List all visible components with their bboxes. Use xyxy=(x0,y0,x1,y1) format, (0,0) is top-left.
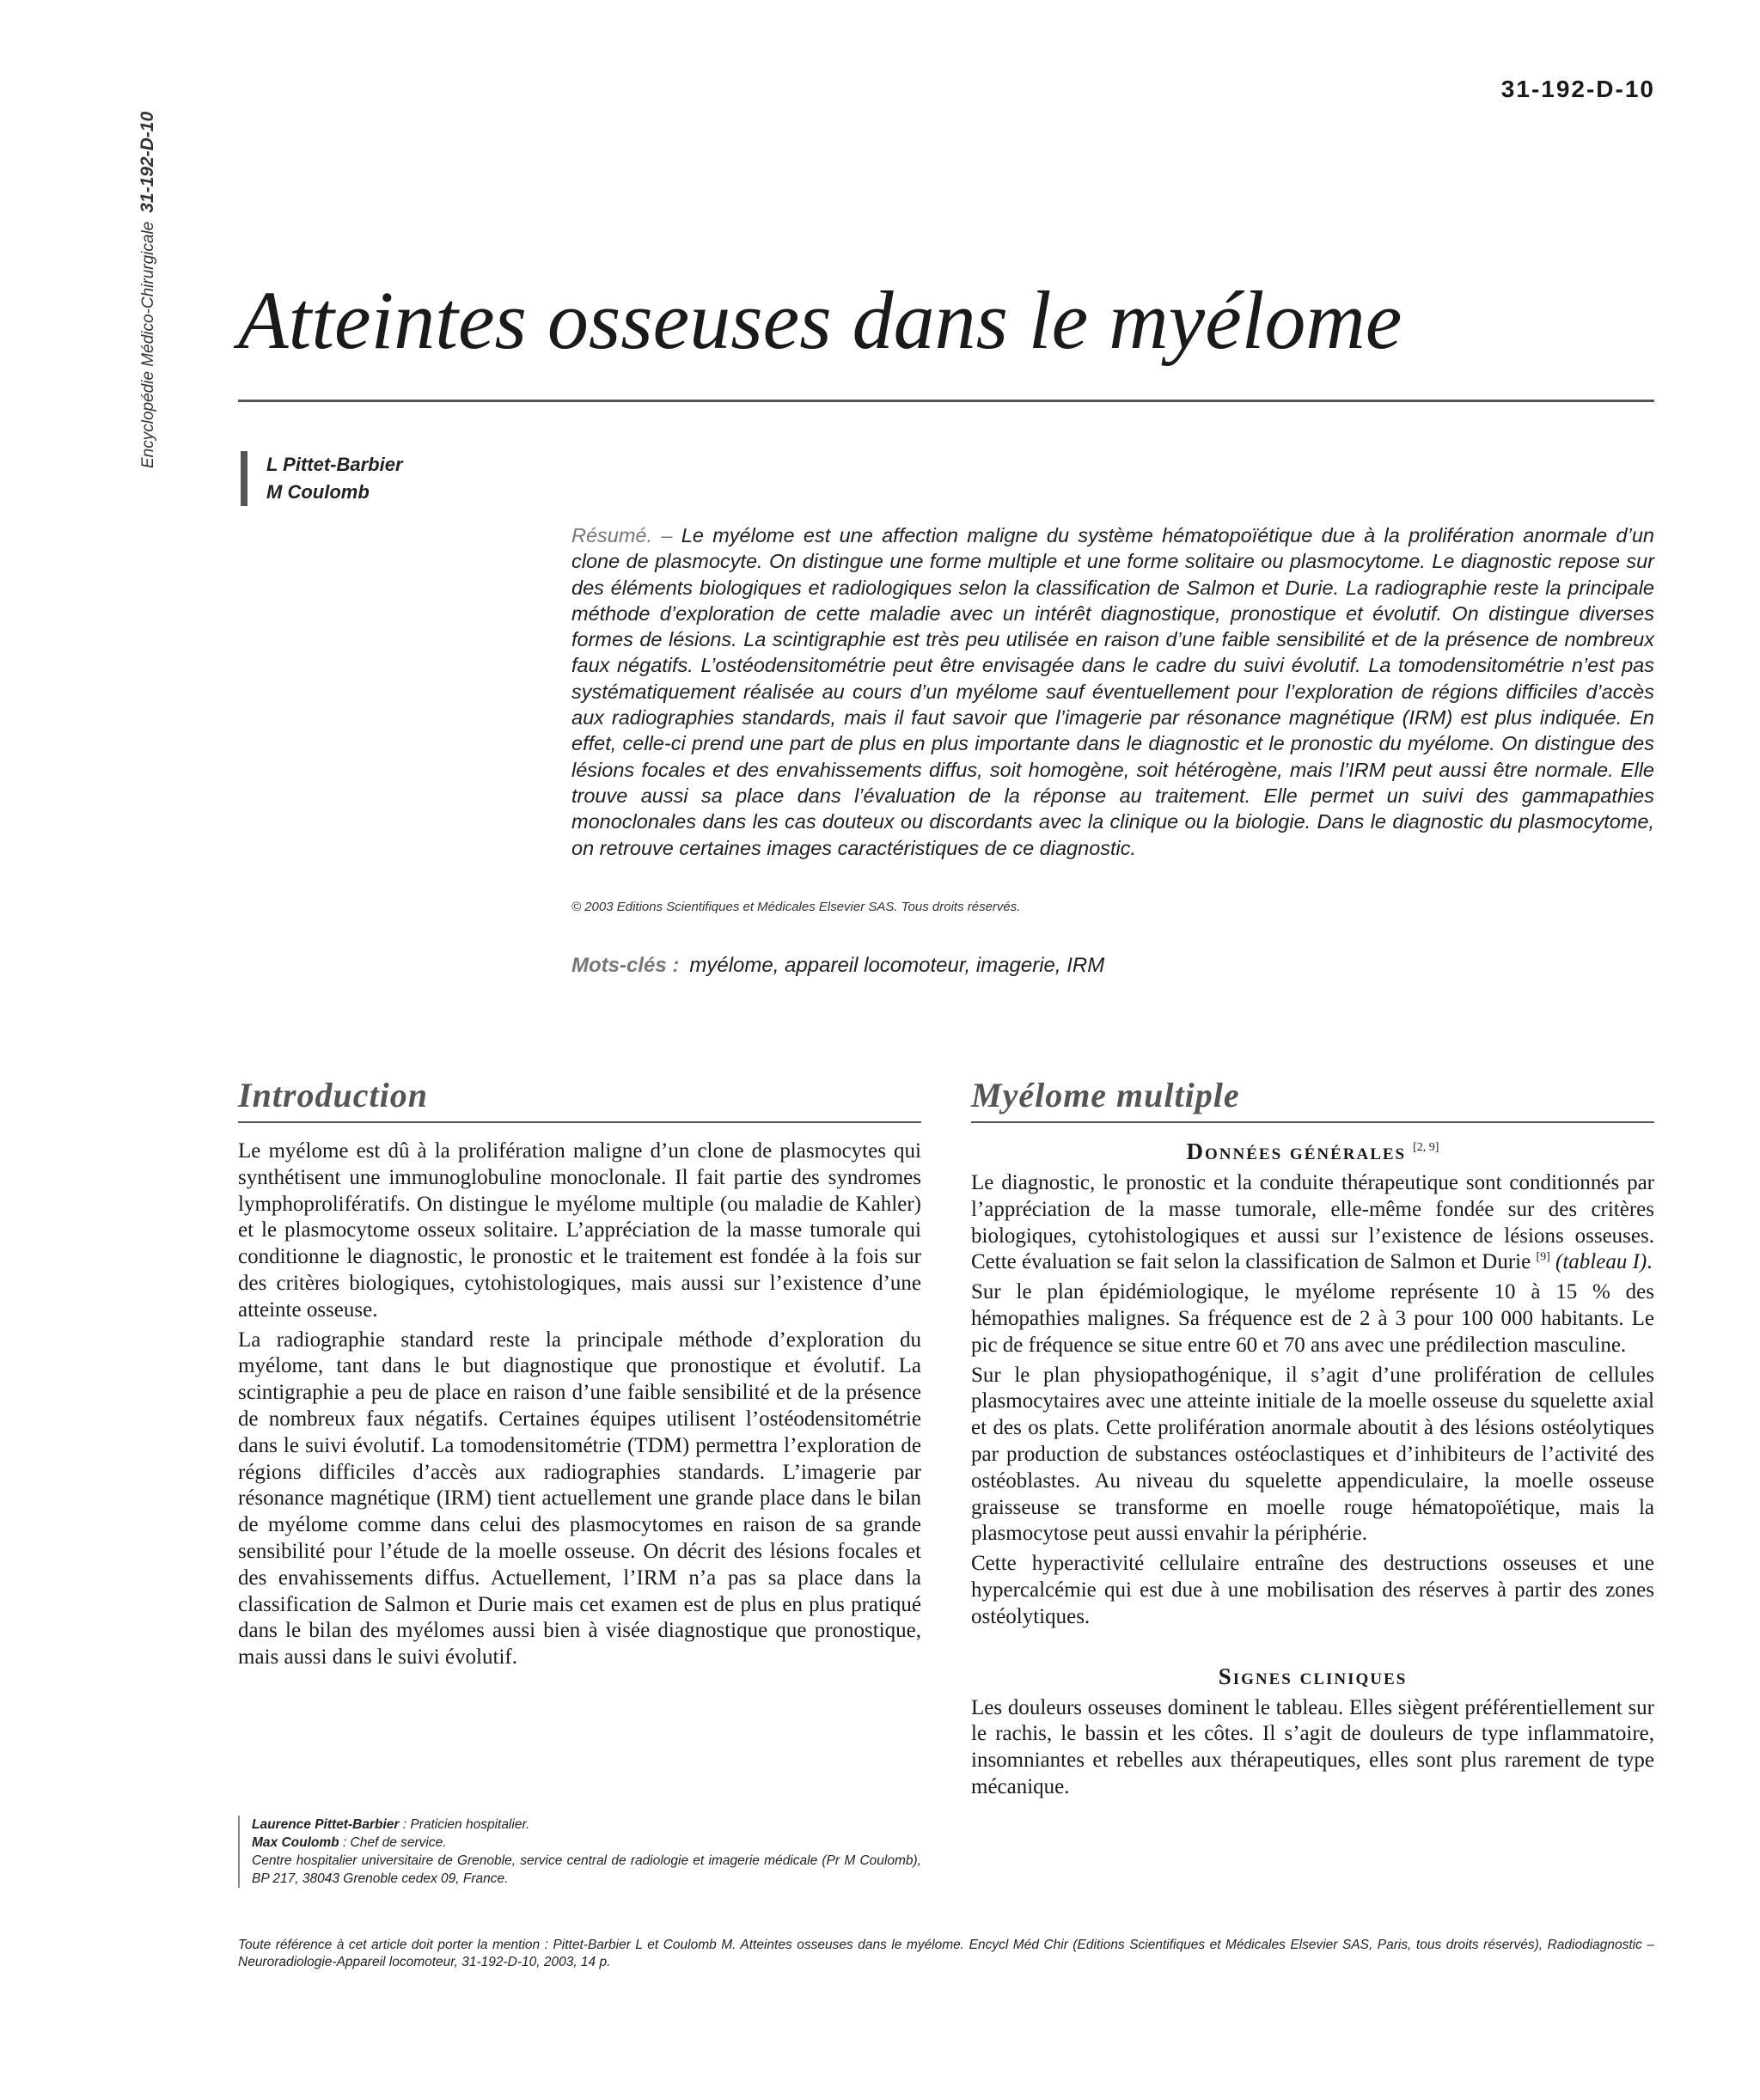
author-list xyxy=(241,451,403,506)
affiliation-line xyxy=(252,1816,921,1834)
keywords xyxy=(571,954,1104,978)
citation-footer: Toute référence à cet article doit porter la mention : Pittet-Barbier L et Coulomb M. Atteintes osseuses dans le myélome. Encycl Méd Chir (Editions Scientifiques et Médicales Elsevier SAS, Paris, tous droits réservés), Radiodiagnostic – Neuroradiologie-Appareil locomoteur, 31-192-D-10, 2003, 14 p. xyxy=(238,1938,1654,1969)
signes-body xyxy=(971,1695,1654,1801)
article-ref-code: 31-192-D-10 xyxy=(1500,76,1655,102)
affiliation-name: Max Coulomb xyxy=(252,1835,339,1850)
subheading-refs: [2, 9] xyxy=(1413,1141,1439,1154)
paragraph: La radiographie standard reste la principale méthode d’exploration du myélome, tant dans le but diagnostique que pronostique et évolutif. La scintigraphie a peu de place en raison d’une faible sensibilité et de la présence de nombreux faux négatifs. Certaines équipes utilisent l’ostéodensitométrie dans le suivi évolutif. La tomodensitométrie (TDM) permettra l’exploration de régions difficiles d’accès aux radiographies standards. L’imagerie par résonance magnétique (IRM) tient actuellement une grande place dans le bilan de myélome comme dans celui des plasmocytomes en raison de sa grande sensibilité pour l’étude de la moelle osseuse. On décrit des lésions focales et des envahissements diffus. Actuellement, l’IRM n’a pas sa place dans la classification de Salmon et Durie mais cet examen est de plus en plus pratiqué dans le bilan des myélomes aussi bien à visée diagnostique que pronostique, mais aussi dans le suivi évolutif. xyxy=(238,1328,921,1670)
affiliation-role: : Praticien hospitalier. xyxy=(399,1817,530,1832)
sidebar-code: 31-192-D-10 xyxy=(138,111,157,213)
sidebar-text xyxy=(138,112,158,468)
title-divider xyxy=(238,400,1654,402)
section-heading-introduction: Introduction xyxy=(238,1077,921,1123)
abstract-text: Le myélome est une affection maligne du système hématopoïétique due à la prolifération anormale d’un clone de plasmocyte. On distingue une forme multiple et une forme solitaire ou plasmocytome. Le diagnostic repose sur des éléments biologiques et radiologiques selon la classification de Salmon et Durie. La radiographie reste la principale méthode d’exploration de cette maladie avec un intérêt diagnostique, pronostique et évolutif. On distingue diverses formes de lésions. La scintigraphie est très peu utilisée en raison d’une faible sensibilité et de la présence de nombreux faux négatifs. L’ostéodensitométrie peut être envisagée dans le cadre du suivi évolutif. La tomodensitométrie n’est pas systématiquement réalisée au cours d’un myélome sauf éventuellement pour l’exploration de régions difficiles d’accès aux radiographies standards, mais il faut savoir que l’imagerie par résonance magnétique (IRM) est plus indiquée. En effet, celle-ci prend une part de plus en plus importante dans le diagnostic et le pronostic du myélome. On distingue des lésions focales et des envahissements diffus, soit homogène, soit hétérogène, mais l’IRM peut aussi être normale. Elle trouve aussi sa place dans l’évaluation de la réponse au traitement. Elle permet un suivi des gammapathies monoclonales dans les cas douteux ou discordants avec la clinique ou la biologie. Dans le diagnostic du plasmocytome, on retrouve certaines images caractéristiques de ce diagnostic. xyxy=(571,524,1654,859)
author-affiliation xyxy=(238,1816,921,1888)
keywords-label: Mots-clés : xyxy=(571,954,680,977)
affiliation-address: Centre hospitalier universitaire de Grenoble, service central de radiologie et imagerie médicale (Pr M Coulomb), BP 217, 38043 Grenoble cedex 09, France. xyxy=(252,1853,921,1886)
paragraph: Les douleurs osseuses dominent le tableau. Elles siègent préférentiellement sur le rachis, le bassin et les côtes. Il s’agit de douleurs de type inflammatoire, insomniantes et rebelles aux thérapeutiques, elles sont plus rarement de type mécanique. xyxy=(971,1695,1654,1798)
keywords-text: myélome, appareil locomoteur, imagerie, IRM xyxy=(689,954,1105,977)
affiliation-line xyxy=(252,1834,921,1852)
abstract xyxy=(571,522,1654,861)
subheading-text: Signes cliniques xyxy=(1218,1663,1408,1689)
article-title: Atteintes osseuses dans le myélome xyxy=(238,274,1402,366)
section-heading-myelome: Myélome multiple xyxy=(971,1077,1654,1123)
paragraph: Sur le plan épidémiologique, le myélome représente 10 à 15 % des hémopathies malignes. Sa fréquence est de 2 à 3 pour 100 000 habitants. Le pic de fréquence se situe entre 60 et 70 ans avec une prédilection masculine. xyxy=(971,1280,1654,1357)
abstract-label: Résumé. – xyxy=(571,524,673,546)
paragraph: Le diagnostic, le pronostic et la conduite thérapeutique sont conditionnés par l’appréciation de la masse tumorale, elle-même fondée sur des critères biologiques, cytohistologiques et aussi sur l’existence de lésions osseuses. Cette évaluation se fait selon la classification de Salmon et Durie [9] (tableau I). xyxy=(971,1171,1654,1274)
affiliation-name: Laurence Pittet-Barbier xyxy=(252,1817,400,1832)
sidebar-journal-label xyxy=(131,77,165,473)
author-name: M Coulomb xyxy=(266,481,370,503)
paragraph: Le myélome est dû à la prolifération maligne d’un clone de plasmocytes qui synthétisent une immunoglobuline monoclonale. Il fait partie des syndromes lymphoprolifératifs. On distingue le myélome multiple (ou maladie de Kahler) et le plasmocytome osseux solitaire. L’appréciation de la masse tumorale qui conditionne le diagnostic, le pronostic et le traitement est fondée à la fois sur des critères biologiques, cytohistologiques, mais aussi sur l’existence d’une atteinte osseuse. xyxy=(238,1139,921,1322)
subheading-signes xyxy=(971,1664,1654,1690)
sidebar-journal: Encyclopédie Médico-Chirurgicale xyxy=(139,221,157,468)
donnees-body xyxy=(971,1170,1654,1631)
column-left xyxy=(238,1077,921,1675)
subheading-donnees xyxy=(971,1139,1654,1165)
paragraph-text: Le diagnostic, le pronostic et la conduite thérapeutique sont conditionnés par l’appréciation de la masse tumorale, elle-même fondée sur des critères biologiques, cytohistologiques et aussi sur l’existence de lésions osseuses. Cette évaluation se fait selon la classification de Salmon et Durie xyxy=(971,1171,1654,1274)
paragraph: Cette hyperactivité cellulaire entraîne des destructions osseuses et une hypercalcémie qui est due à une mobilisation des réserves à partir des zones ostéolytiques. xyxy=(971,1552,1654,1628)
subheading-text: Données générales xyxy=(1186,1139,1407,1164)
column-right xyxy=(971,1077,1654,1804)
affiliation-role: : Chef de service. xyxy=(339,1835,447,1850)
copyright-notice: © 2003 Editions Scientifiques et Médicales Elsevier SAS. Tous droits réservés. xyxy=(571,900,1021,914)
citation-ref: [9] xyxy=(1536,1251,1550,1265)
introduction-body xyxy=(238,1139,921,1671)
paragraph: Sur le plan physiopathogénique, il s’agit d’une prolifération de cellules plasmocytaires avec une atteinte initiale de la moelle osseuse du squelette axial et des os plats. Cette prolifération anormale aboutit à des lésions ostéolytiques par production de substances ostéoclastiques et d’inhibiteurs de l’activité des ostéoblastes. Au niveau du squelette appendiculaire, la moelle osseuse graisseuse se transforme en moelle rouge hématopoïétique, mais la plasmocytose peut aussi envahir la périphérie. xyxy=(971,1363,1654,1546)
author-name: L Pittet-Barbier xyxy=(266,454,403,475)
table-ref: (tableau I) xyxy=(1555,1250,1647,1274)
